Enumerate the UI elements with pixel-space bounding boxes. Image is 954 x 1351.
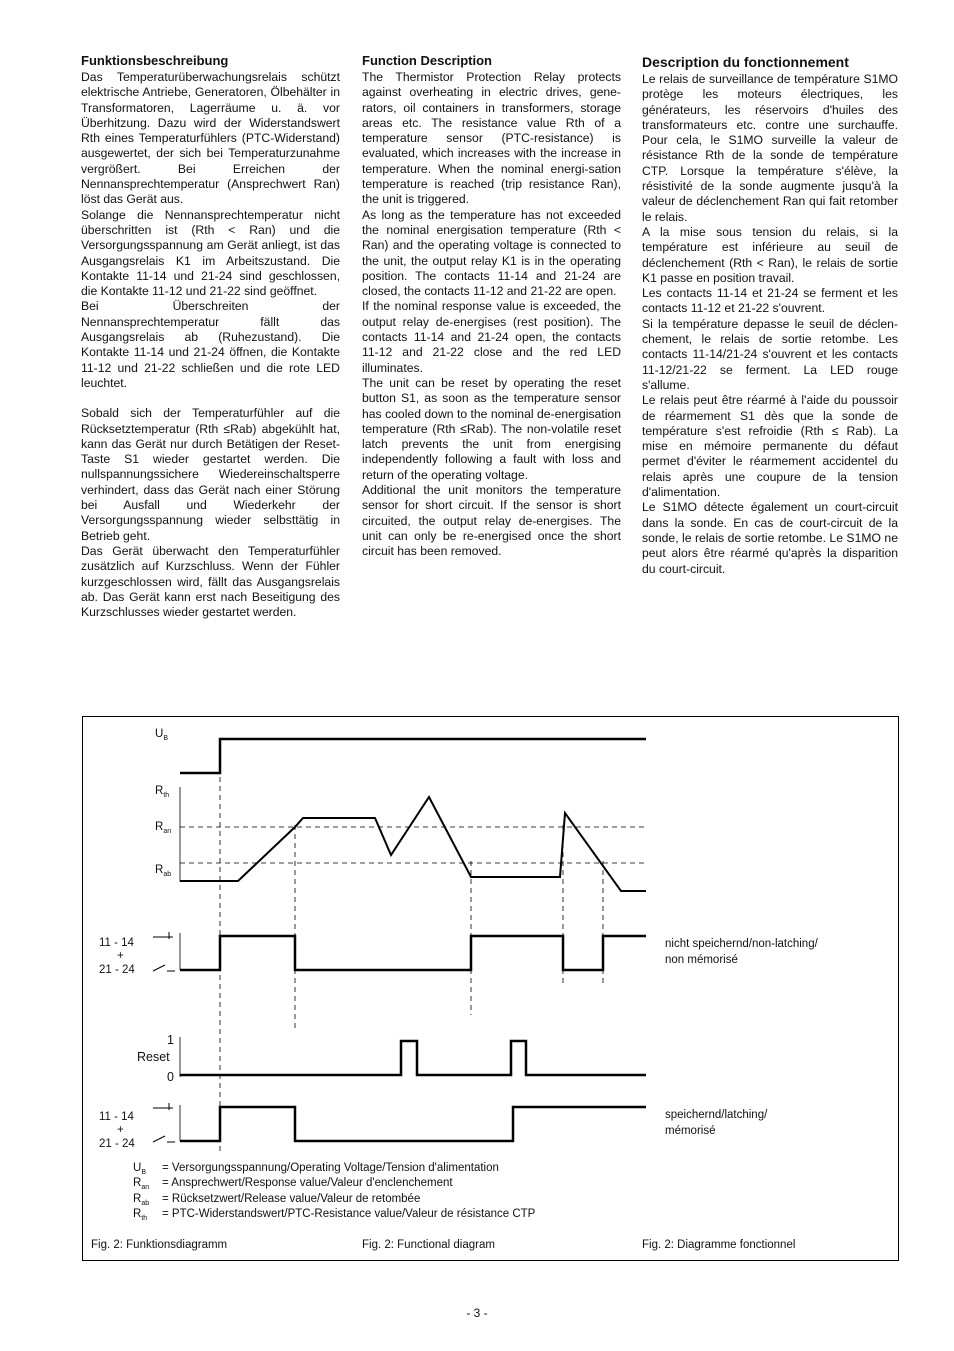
legend bbox=[133, 1162, 536, 1222]
label-reset-zero: 0 bbox=[167, 1070, 174, 1084]
caption-english: Fig. 2: Functional diagram bbox=[362, 1239, 495, 1251]
paragraph-fr-6: Le S1MO détecte également un court-circuit dans la sonde. En cas de court-circuit de la sonde, le relais de sortie retombe. Le S1MO ne peut alors être réarmé qu'après la disparition du court-circuit. bbox=[642, 500, 898, 576]
paragraph-fr-2: A la mise sous tension du relais, si la température est inférieure au seuil de déclenchement (Rth < Ran), le relais de sortie K1 passe en position travail. bbox=[642, 224, 898, 285]
label-ub-text: U bbox=[155, 728, 164, 740]
paragraph-fr-1: Le relais de surveillance de température S1MO protège les moteurs électriques, les générateurs, les réservoirs d'huiles des transformateurs etc. contre une surchauffe. Pour cela, le S1MO surveille la valeur de résistance Rth de la sonde de température CTP. Lorsque la température s'élève, la résistivité de la sonde augmente jusqu'à la valeur de déclenchement Ran qui fait retomber le relais. bbox=[642, 72, 898, 224]
legend-symbol-ub-text: U bbox=[133, 1162, 142, 1174]
label-rth bbox=[155, 785, 169, 799]
paragraph-de-2: Solange die Nennansprechtemperatur nicht überschritten ist (Rth < Ran) und die Versorgungsspannung am Gerät anliegt, ist das Ausgangsrelais K1 im Arbeitszustand. Die Kontakte 11-14 und 21-24 sind geschlossen, die Kontakte 11-12 und 21-22 sind geöffnet. bbox=[81, 207, 340, 299]
heading-english: Function Description bbox=[362, 53, 492, 68]
legend-symbol-ran bbox=[133, 1177, 149, 1191]
legend-symbol-ub bbox=[133, 1162, 146, 1176]
timing-diagram-svg bbox=[83, 717, 898, 1260]
paragraph-gap bbox=[81, 391, 340, 406]
heading-french: Description du fonctionnement bbox=[642, 54, 849, 70]
label-contact-b-1: 21 - 24 bbox=[99, 964, 135, 976]
paragraph-en-1: The Thermistor Protection Relay protects against overheating in electric drives, gene-rators, oil containers in transformers, storage areas etc. The resistance value Rth of a temperature sensor (PTC-resistance) is evaluated, which increases with the increase in temperature. When the nominal energi-sation temperature is reached (trip resistance Ran), the unit is triggered. bbox=[362, 70, 621, 207]
label-contact-b-2: 21 - 24 bbox=[99, 1138, 135, 1150]
paragraph-fr-4: Si la température depasse le seuil de déclen- chement, le relais de sortie retombe. Les contacts 11-14/21-24 s'ouvrent et les contacts 11-12/21-22 se ferment. La LED rouge s'allume. bbox=[642, 316, 898, 392]
label-plus-2: + bbox=[117, 1124, 124, 1136]
legend-symbol-rth bbox=[133, 1208, 147, 1222]
legend-text-rab: = Rücksetzwert/Release value/Valeur de retombée bbox=[162, 1193, 421, 1205]
mode-latching-line-1: speichernd/latching/ bbox=[665, 1109, 768, 1121]
rth-curve bbox=[180, 797, 646, 891]
mode-nonlatching-line-2: non mémorisé bbox=[665, 954, 738, 966]
legend-symbol-rab-sub: ab bbox=[141, 1200, 150, 1207]
label-ran-text: R bbox=[155, 821, 164, 833]
threshold-lines bbox=[180, 827, 645, 863]
label-contact-a-2: 11 - 14 bbox=[99, 1111, 134, 1123]
mode-latching-line-2: mémorisé bbox=[665, 1125, 716, 1137]
mode-nonlatching-line-1: nicht speichernd/non-latching/ bbox=[665, 938, 818, 950]
paragraph-en-5: Additional the unit monitors the temperature sensor for short circuit. If the sensor is short circuited, the output relay de-energises. The unit can only be re-energised once the short circuit has been removed. bbox=[362, 483, 621, 559]
paragraph-de-5: Das Gerät überwacht den Temperaturfühler zusätzlich auf Kurzschluss. Wenn der Fühler kurzgeschlossen wird, fällt das Ausgangsrelais ab. Das Gerät kann erst nach Beseitigung des Kurzschlusses wieder gestartet werden. bbox=[81, 543, 340, 620]
column-german bbox=[81, 53, 340, 620]
label-rth-sub: th bbox=[163, 792, 170, 799]
page-number: - 3 - bbox=[466, 1306, 488, 1320]
contacts-latching-signal bbox=[180, 1107, 646, 1141]
paragraph-fr-5: Le relais peut être réarmé à l'aide du poussoir de réarmement S1 dès que la sonde de température s'est refroidie (Rth ≤ Rab). La mise en mémoire permanente du défaut permet d'éviter le réarmement accidentel du relais après une coupure de la tension d'alimentation. bbox=[642, 393, 898, 500]
column-french bbox=[642, 53, 898, 577]
label-ub bbox=[155, 728, 168, 742]
paragraph-de-1: Das Temperaturüberwachungsrelais schützt elektrische Antriebe, Generatoren, Ölbehälter in Transformatoren, Lagerräume u. ä. vor Überhitzung. Dazu wird der Widerstandswert Rth eines Temperaturfühlers (PTC-Widerstand) ausgewertet, der sich bei Temperaturzunahme vergrößert. Bei Erreichen der Nennansprechtemperatur (Ansprechwert Ran) löst das Gerät aus. bbox=[81, 70, 340, 207]
paragraph-en-2: As long as the temperature has not exceeded the nominal energisation temperature (Rth < Ran) and the operating voltage is connected to the unit, the output relay K1 is in the operating position. The contacts 11-14 and 21-24 are closed, the contacts 11-12 and 21-22 are open. bbox=[362, 207, 621, 299]
label-ub-sub: B bbox=[163, 735, 168, 742]
legend-symbol-rth-text: R bbox=[133, 1208, 142, 1220]
legend-text-rth: = PTC-Widerstandswert/PTC-Resistance value/Valeur de résistance CTP bbox=[162, 1208, 536, 1220]
paragraph-en-3: If the nominal response value is exceeded, the output relay de-energises (rest position). The contacts 11-14 and 21-24 open, the contacts 11-12 and 21-22 close and the red LED illuminates. bbox=[362, 299, 621, 375]
label-contact-a-1: 11 - 14 bbox=[99, 937, 134, 949]
guide-lines bbox=[220, 741, 603, 1155]
legend-text-ub: = Versorgungsspannung/Operating Voltage/Tension d'alimentation bbox=[162, 1162, 499, 1174]
label-ran-sub: an bbox=[163, 828, 172, 835]
paragraph-de-4: Sobald sich der Temperaturfühler auf die Rücksetztemperatur (Rth ≤Rab) abgekühlt hat, kann das Gerät nur durch Betätigen der Reset-Taste S1 wieder gestartet werden. Die nullspannungssichere Wiedereinschaltsperre verhindert, dass das Gerät nach einer Störung bei Ausfall und Wiederkehr der Versorgungsspannung wieder selbsttätig in Betrieb geht. bbox=[81, 406, 340, 543]
contact-symbol-lower-2 bbox=[153, 1136, 165, 1142]
legend-symbol-rab bbox=[133, 1193, 149, 1207]
reset-signal bbox=[180, 1041, 646, 1075]
label-rth-text: R bbox=[155, 785, 164, 797]
paragraph-en-4: The unit can be reset by operating the reset button S1, as soon as the temperature sensor has cooled down to the nominal de-energisation temperature (Rth ≤Rab). The non-volatile reset latch prevents the unit from energising independently following a fault with loss and return of the operating voltage. bbox=[362, 375, 621, 482]
label-rab-text: R bbox=[155, 864, 164, 876]
function-diagram bbox=[82, 716, 899, 1261]
contact-symbol-lower-1 bbox=[153, 965, 165, 971]
label-reset: Reset bbox=[137, 1050, 170, 1064]
legend-symbol-rth-sub: th bbox=[141, 1215, 148, 1222]
legend-symbol-ub-sub: B bbox=[141, 1169, 146, 1176]
paragraph-fr-3: Les contacts 11-14 et 21-24 se ferment et les contacts 11-12 et 21-22 s'ouvrent. bbox=[642, 286, 898, 316]
label-plus-1: + bbox=[117, 950, 124, 962]
label-rab bbox=[155, 864, 171, 878]
ub-signal bbox=[180, 739, 646, 773]
label-reset-one: 1 bbox=[167, 1033, 174, 1047]
label-rab-sub: ab bbox=[163, 871, 172, 878]
label-ran bbox=[155, 821, 171, 835]
legend-text-ran: = Ansprechwert/Response value/Valeur d'enclenchement bbox=[162, 1177, 453, 1189]
paragraph-de-3: Bei Überschreiten der Nennansprechtemperatur fällt das Ausgangsrelais ab (Ruhezustand). Die Kontakte 11-14 und 21-24 öffnen, die Kontakte 11-12 und 21-22 schließen und die rote LED leuchtet. bbox=[81, 299, 340, 390]
legend-symbol-ran-sub: an bbox=[141, 1184, 150, 1191]
legend-symbol-rab-text: R bbox=[133, 1193, 142, 1205]
column-english bbox=[362, 53, 621, 560]
contacts-nonlatching-signal bbox=[180, 936, 646, 970]
caption-french: Fig. 2: Diagramme fonctionnel bbox=[642, 1239, 796, 1251]
caption-german: Fig. 2: Funktionsdiagramm bbox=[91, 1239, 228, 1251]
legend-symbol-ran-text: R bbox=[133, 1177, 142, 1189]
heading-german: Funktionsbeschreibung bbox=[81, 53, 229, 68]
